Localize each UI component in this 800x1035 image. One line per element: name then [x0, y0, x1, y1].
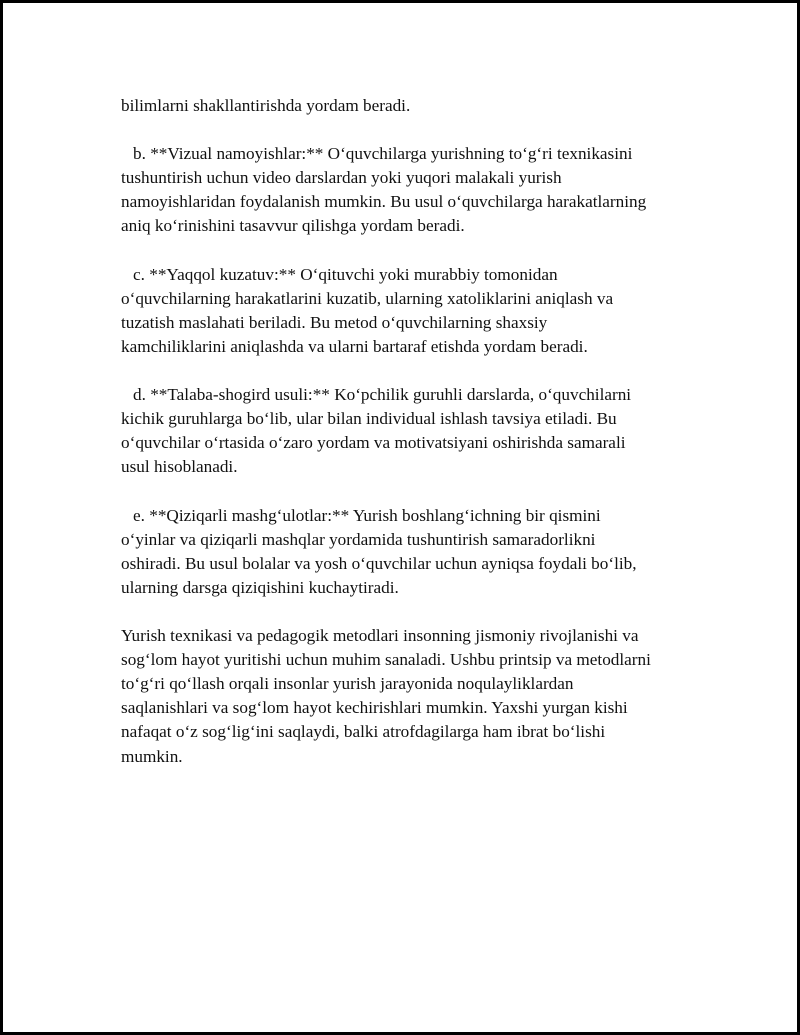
text-line: to‘g‘ri qo‘llash orqali insonlar yurish jarayonida noqulayliklardan: [121, 674, 574, 694]
text-line: b. **Vizual namoyishlar:** O‘quvchilarga yurishning to‘g‘ri texnikasini: [133, 144, 633, 164]
text-line: oshiradi. Bu usul bolalar va yosh o‘quvchilar uchun ayniqsa foydali bo‘lib,: [121, 553, 637, 573]
text-line: tuzatish maslahati beriladi. Bu metod o‘quvchilarning shaxsiy: [121, 312, 548, 332]
paragraph: [121, 624, 696, 769]
text-line: namoyishlaridan foydalanish mumkin. Bu usul o‘quvchilarga harakatlarning: [121, 192, 647, 212]
text-line: e. **Qiziqarli mashg‘ulotlar:** Yurish boshlang‘ichning bir qismini: [133, 505, 601, 525]
text-line: sog‘lom hayot yuritishi uchun muhim sanaladi. Ushbu printsip va metodlarni: [121, 650, 651, 670]
text-line: aniq ko‘rinishini tasavvur qilishga yordam beradi.: [121, 216, 465, 236]
text-line: ularning darsga qiziqishini kuchaytiradi.: [121, 577, 399, 597]
text-line: d. **Talaba-shogird usuli:** Ko‘pchilik guruhli darslarda, o‘quvchilarni: [133, 385, 632, 405]
text-line: usul hisoblanadi.: [121, 457, 238, 477]
paragraph: [121, 94, 696, 118]
paragraph: [121, 263, 696, 359]
text-line: mumkin.: [121, 746, 183, 766]
text-line: kichik guruhlarga bo‘lib, ular bilan individual ishlash tavsiya etiladi. Bu: [121, 409, 617, 429]
paragraph: [121, 383, 696, 479]
paragraph: [121, 142, 696, 238]
paragraph: [121, 504, 696, 600]
text-line: o‘yinlar va qiziqarli mashqlar yordamida tushuntirish samaradorlikni: [121, 529, 596, 549]
text-line: saqlanishlari va sog‘lom hayot kechirishlari mumkin. Yaxshi yurgan kishi: [121, 698, 628, 718]
text-line: Yurish texnikasi va pedagogik metodlari insonning jismoniy rivojlanishi va: [121, 626, 639, 646]
document-body: [121, 94, 696, 769]
text-line: c. **Yaqqol kuzatuv:** O‘qituvchi yoki murabbiy tomonidan: [133, 264, 558, 284]
text-line: o‘quvchilar o‘rtasida o‘zaro yordam va motivatsiyani oshirishda samarali: [121, 433, 626, 453]
text-line: tushuntirish uchun video darslardan yoki yuqori malakali yurish: [121, 168, 562, 188]
text-line: o‘quvchilarning harakatlarini kuzatib, ularning xatoliklarini aniqlash va: [121, 288, 614, 308]
text-line: kamchiliklarini aniqlashda va ularni bartaraf etishda yordam beradi.: [121, 336, 588, 356]
text-line: nafaqat o‘z sog‘lig‘ini saqlaydi, balki atrofdagilarga ham ibrat bo‘lishi: [121, 722, 606, 742]
text-line: bilimlarni shakllantirishda yordam beradi.: [121, 96, 411, 115]
